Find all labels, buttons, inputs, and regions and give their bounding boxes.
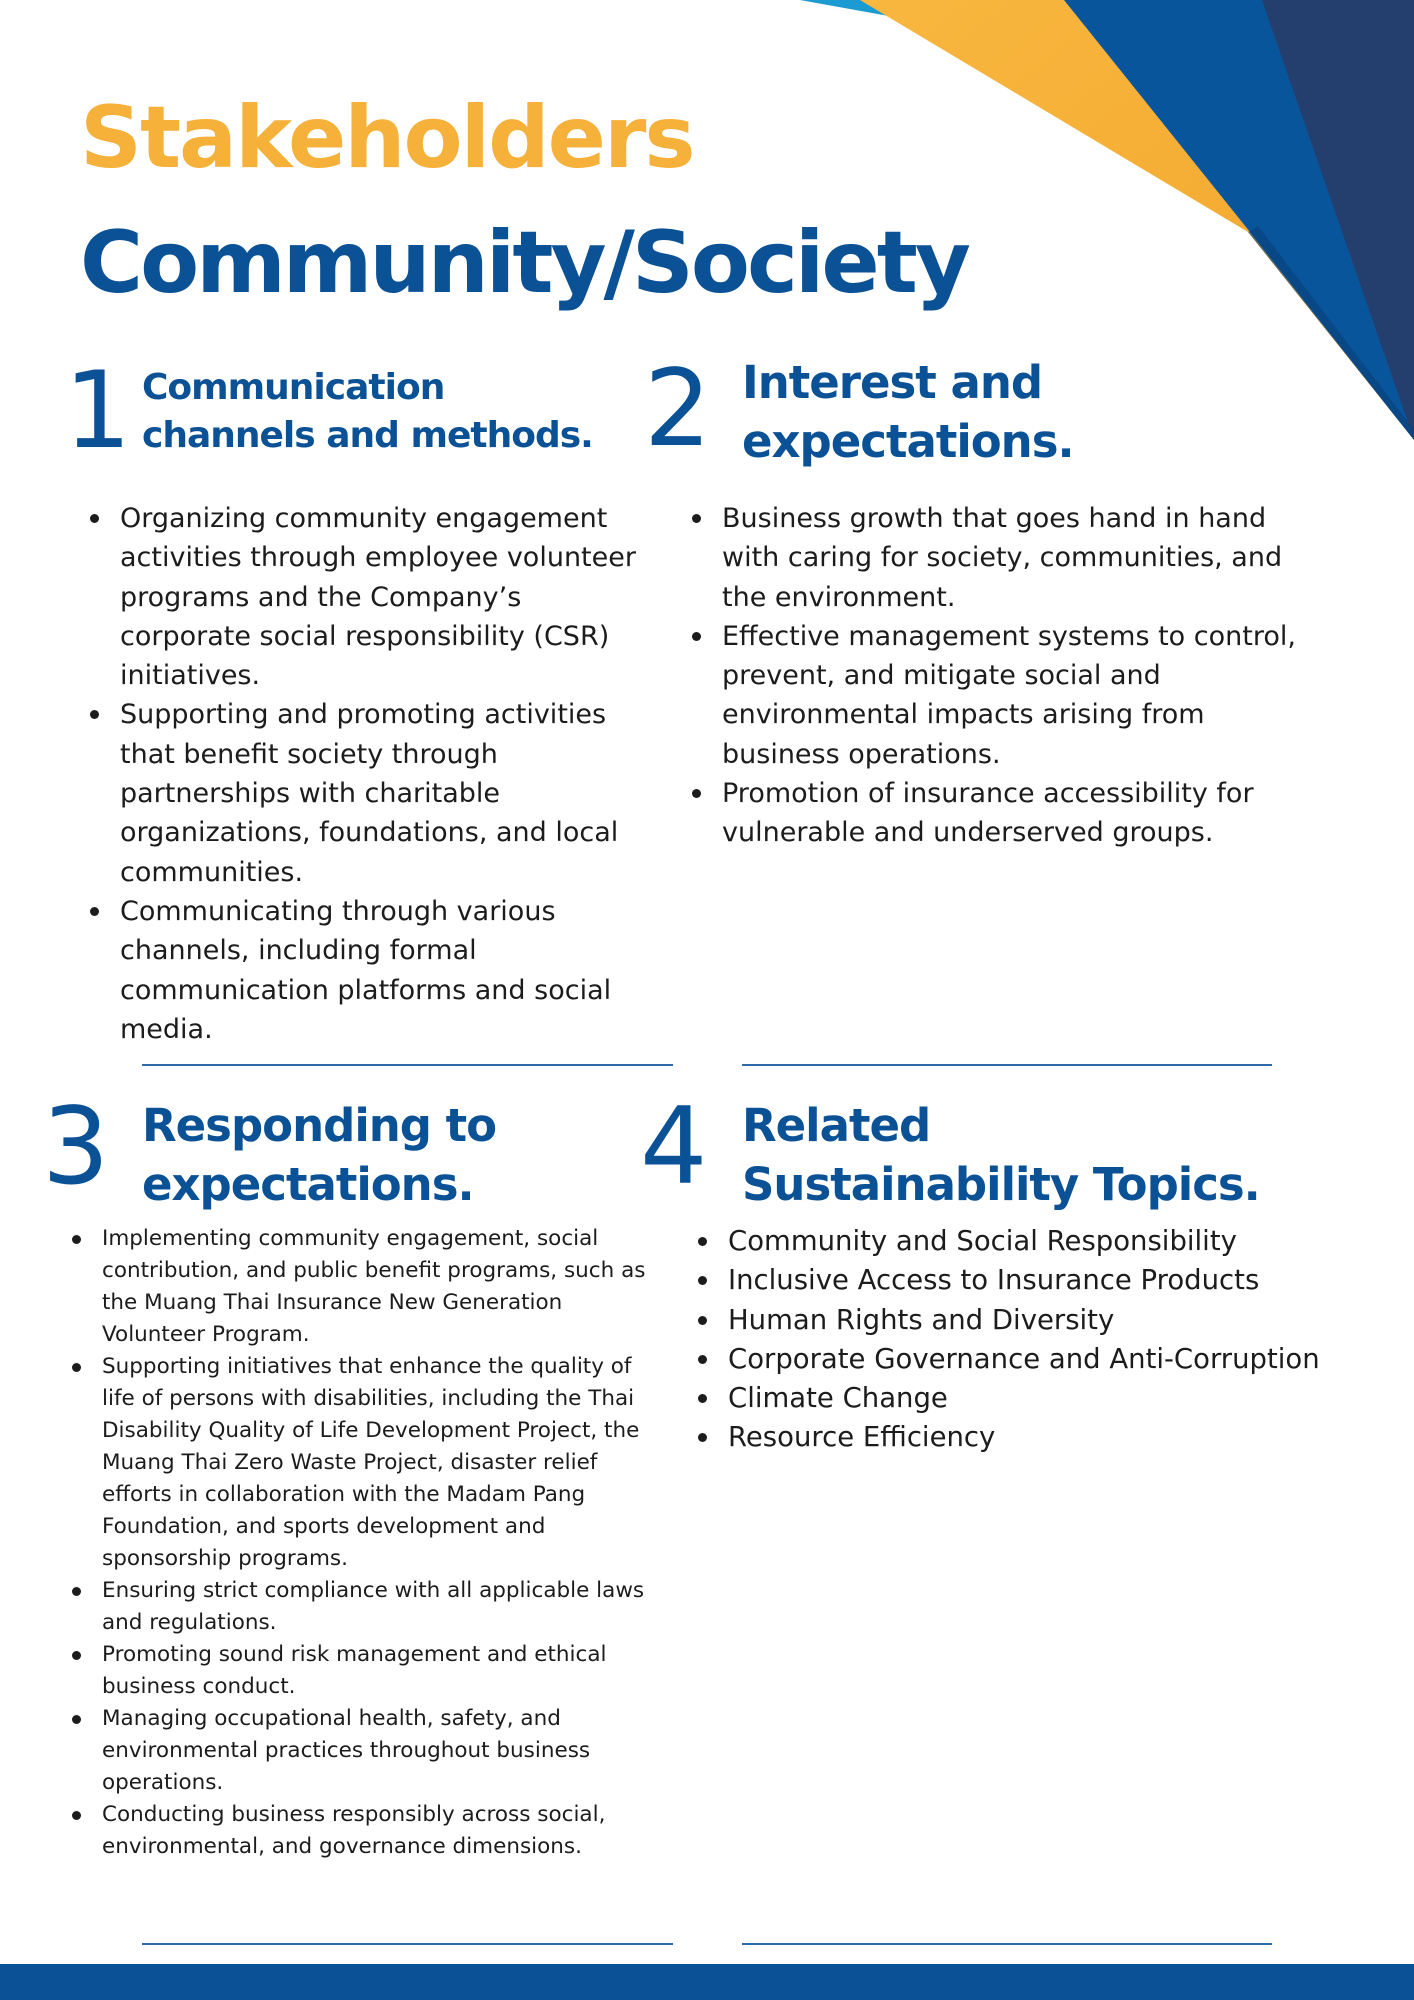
section-heading-line: expectations. [142, 1158, 474, 1211]
list-item: Promotion of insurance accessibility for vulnerable and underserved groups. [686, 774, 1326, 853]
list-item: Implementing community engagement, social contribution, and public benefit programs, such as the Muang Thai Insurance New Generation Volunteer Program. [66, 1223, 664, 1351]
page-title: Community/Society [80, 213, 968, 313]
list-item: Organizing community engagement activities through employee volunteer programs and the Company’s corporate social responsibility (CSR) initiatives. [84, 499, 644, 695]
section-heading [142, 1096, 496, 1214]
bullet-list [66, 1223, 664, 1863]
list-item: Supporting and promoting activities that benefit society through partnerships with charitable organizations, foundations, and local communities. [84, 695, 644, 891]
list-item: Effective management systems to control, prevent, and mitigate social and environmental impacts arising from business operations. [686, 617, 1326, 774]
list-item: Corporate Governance and Anti-Corruption [692, 1340, 1372, 1379]
list-item: Conducting business responsibly across social, environmental, and governance dimensions. [66, 1799, 664, 1863]
list-item: Supporting initiatives that enhance the quality of life of persons with disabilities, including the Thai Disability Quality of Life Development Project, the Muang Thai Zero Waste Project, disaster relief efforts in collaboration with the Madam Pang Foundation, and sports development and sponsorship programs. [66, 1351, 664, 1575]
list-item: Ensuring strict compliance with all applicable laws and regulations. [66, 1575, 664, 1639]
section-number: 3 [42, 1085, 110, 1208]
divider [142, 1064, 673, 1066]
section-heading-line: Sustainability Topics. [742, 1158, 1260, 1211]
list-item: Communicating through various channels, including formal communication platforms and social media. [84, 892, 644, 1049]
list-item: Human Rights and Diversity [692, 1301, 1372, 1340]
bullet-list [686, 499, 1326, 853]
divider [742, 1943, 1272, 1945]
page-supertitle: Stakeholders [80, 88, 694, 188]
footer-bar [0, 1964, 1414, 2000]
list-item: Inclusive Access to Insurance Products [692, 1261, 1372, 1300]
divider [742, 1064, 1272, 1066]
section-number: 1 [64, 349, 132, 472]
section-heading-line: expectations. [742, 415, 1074, 468]
section-heading-line: Related [742, 1099, 931, 1152]
list-item: Climate Change [692, 1379, 1372, 1418]
list-item: Promoting sound risk management and ethical business conduct. [66, 1639, 664, 1703]
section-heading-line: Interest and [742, 356, 1043, 409]
section-heading-line: channels and methods. [142, 415, 593, 456]
section-heading [742, 1096, 1260, 1214]
bullet-list [84, 499, 644, 1049]
section-heading-line: Responding to [142, 1099, 497, 1152]
list-item: Managing occupational health, safety, and environmental practices throughout business operations. [66, 1703, 664, 1799]
section-number: 2 [644, 347, 712, 470]
list-item: Business growth that goes hand in hand with caring for society, communities, and the environment. [686, 499, 1326, 617]
section-number: 4 [640, 1085, 708, 1208]
list-item: Resource Efficiency [692, 1418, 1372, 1457]
list-item: Community and Social Responsibility [692, 1222, 1372, 1261]
bullet-list [692, 1222, 1372, 1458]
section-heading [142, 364, 593, 460]
divider [142, 1943, 673, 1945]
section-heading [742, 353, 1074, 471]
section-heading-line: Communication [142, 367, 445, 408]
